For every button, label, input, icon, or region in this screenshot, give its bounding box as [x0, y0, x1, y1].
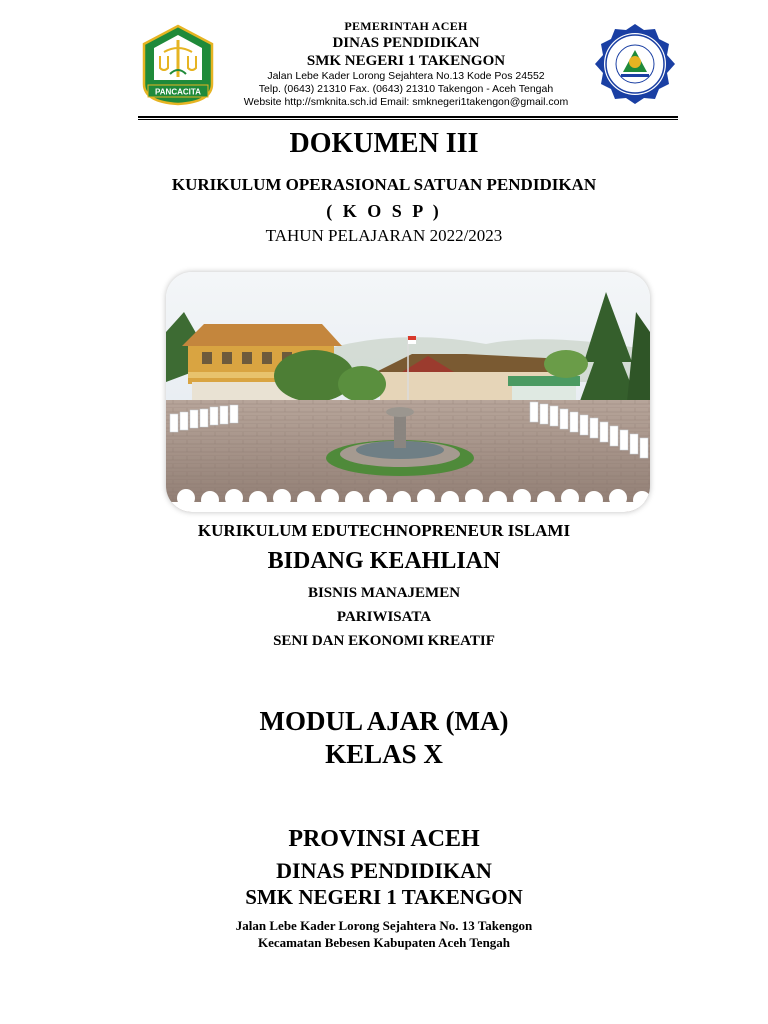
footer-agency: DINAS PENDIDIKAN [276, 858, 492, 883]
letterhead-rule-thin [138, 119, 678, 120]
footer-address-line-1: Jalan Lebe Kader Lorong Sejahtera No. 13 Takengon [235, 918, 533, 933]
school-emblem-icon [594, 22, 676, 106]
module-title: MODUL AJAR (MA) [259, 706, 509, 736]
agency-name: DINAS PENDIDIKAN [332, 35, 480, 51]
letterhead-address: Jalan Lebe Kader Lorong Sejahtera No.13 Kode Pos 24552 [267, 70, 545, 82]
school-name: SMK NEGERI 1 TAKENGON [306, 53, 506, 69]
province-name: PROVINSI ACEH [288, 826, 480, 852]
curriculum-name: KURIKULUM EDUTECHNOPRENEUR ISLAMI [197, 521, 571, 540]
footer-address-line-2: Kecamatan Bebesen Kabupaten Aceh Tengah [257, 935, 511, 950]
letterhead-text [218, 18, 594, 109]
aceh-pancacita-emblem-icon [140, 22, 216, 106]
class-label: KELAS X [325, 739, 443, 769]
kosp-abbreviation: ( K O S P ) [326, 201, 442, 221]
kosp-full-title: KURIKULUM OPERASIONAL SATUAN PENDIDIKAN [171, 175, 597, 194]
letterhead-rule [138, 116, 678, 118]
letterhead-web: Website http://smknita.sch.id Email: smknegeri1takengon@gmail.com [243, 96, 569, 108]
letterhead-phone: Telp. (0643) 21310 Fax. (0643) 21310 Takengon - Aceh Tengah [258, 83, 554, 95]
program-item: SENI DAN EKONOMI KREATIF [273, 633, 495, 649]
school-courtyard-photo [166, 272, 650, 512]
letterhead [138, 18, 678, 113]
field-heading: BIDANG KEAHLIAN [267, 548, 501, 574]
footer-school: SMK NEGERI 1 TAKENGON [245, 885, 523, 909]
program-item: BISNIS MANAJEMEN [307, 585, 461, 601]
government-name: PEMERINTAH ACEH [344, 19, 468, 33]
program-item: PARIWISATA [336, 609, 432, 625]
academic-year: TAHUN PELAJARAN 2022/2023 [265, 226, 503, 245]
emblem-label: PANCACITA [155, 87, 201, 97]
document-title: DOKUMEN III [289, 128, 479, 159]
